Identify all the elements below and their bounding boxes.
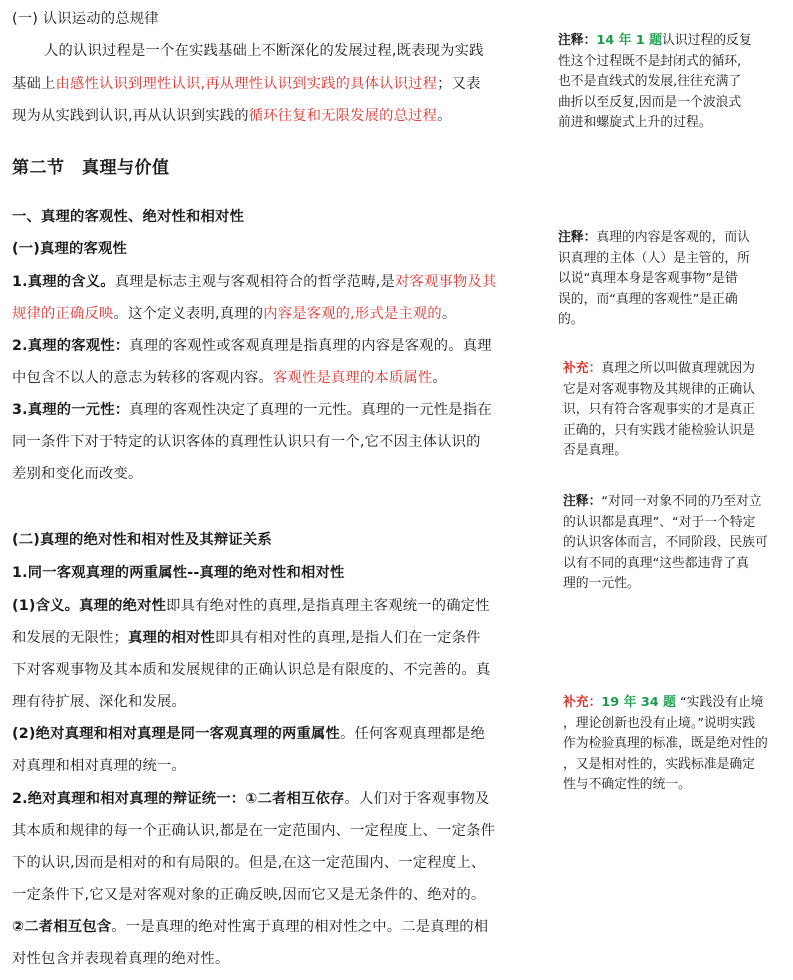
paragraph-line: 2.真理的客观性：真理的客观性或客观真理是指真理的内容是客观的。真理: [12, 338, 492, 354]
paragraph-line: 其本质和规律的每一个正确认识,都是在一定范围内、一定程度上、一定条件: [12, 823, 496, 839]
paragraph-line: 3.真理的一元性：真理的客观性决定了真理的一元性。真理的一元性是指在: [12, 402, 492, 418]
subsection-title: (一)真理的客观性: [12, 241, 127, 257]
item-title: 1.同一客观真理的两重属性--真理的绝对性和相对性: [12, 565, 345, 581]
paragraph-line: 差别和变化而改变。: [12, 466, 143, 482]
highlight-text: 循环往复和无限发展的总过程: [248, 108, 438, 124]
paragraph-line: (1)含义。真理的绝对性即具有绝对性的真理,是指真理主客观统一的确定性: [12, 598, 490, 614]
paragraph-line: 对真理和相对真理的统一。: [12, 758, 186, 774]
paragraph-line: 人的认识过程是一个在实践基础上不断深化的发展过程,既表现为实践: [44, 43, 484, 59]
side-supplement-2: 补充：19 年 34 题 “实践没有止境 ，理论创新也没有止境。”说明实践 作为检验真理的标准，既是绝对性的 ，又是相对性的，实践标准是确定 性与不确定性的统一。: [563, 695, 768, 792]
side-note-2: 注释：真理的内容是客观的，而认 识真理的主体（人）是主管的，所 以说“真理本身是客观事物”是错 误的，而“真理的客观性”是正确 的。: [558, 230, 750, 327]
paragraph-line: 下对客观事物及其本质和发展规律的正确认识总是有限度的、不完善的。真: [12, 662, 491, 678]
paragraph-line: ②二者相互包含。一是真理的绝对性寓于真理的相对性之中。二是真理的相: [12, 919, 489, 935]
paragraph-line: 2.绝对真理和相对真理的辩证统一：①二者相互依存。人们对于客观事物及: [12, 791, 490, 807]
paragraph-line: 基础上由感性认识到理性认识,再从理性认识到实践的具体认识过程；又表: [12, 76, 481, 92]
paragraph-line: 现为从实践到认识,再从认识到实践的循环往复和无限发展的总过程。: [12, 108, 452, 124]
paragraph-line: 一定条件下,它又是对客观对象的正确反映,因而它又是无条件的、绝对的。: [12, 887, 486, 903]
paragraph-line: 理有待扩展、深化和发展。: [12, 694, 186, 710]
paragraph-line: 规律的正确反映。这个定义表明,真理的内容是客观的,形式是主观的。: [12, 306, 457, 322]
subsection-title: (二)真理的绝对性和相对性及其辩证关系: [12, 532, 272, 548]
highlight-text: 由感性认识到理性认识,再从理性认识到实践的具体认识过程: [55, 76, 438, 92]
part-title: 一、真理的客观性、绝对性和相对性: [12, 209, 244, 225]
side-supplement-1: 补充：真理之所以叫做真理就因为 它是对客观事物及其规律的正确认 识，只有符合客观事实的才是真正 正确的，只有实践才能检验认识是 否是真理。: [563, 361, 755, 458]
paragraph-line: (2)绝对真理和相对真理是同一客观真理的两重属性。任何客观真理都是绝: [12, 726, 486, 742]
paragraph-line: 1.真理的含义。真理是标志主观与客观相符合的哲学范畴,是对客观事物及其: [12, 274, 497, 290]
paragraph-line: 中包含不以人的意志为转移的客观内容。客观性是真理的本质属性。: [12, 370, 447, 386]
paragraph-line: 下的认识,因而是相对的和有局限的。但是,在这一定范围内、一定程度上、: [12, 855, 486, 871]
chapter-title: 第二节 真理与价值: [12, 158, 170, 178]
paragraph-line: 和发展的无限性；真理的相对性即具有相对性的真理,是指人们在一定条件: [12, 630, 481, 646]
side-note-3: 注释：“对同一对象不同的乃至对立 的认识都是真理”、“对于一个特定 的认识客体而言，不同阶段、民族可 以有不同的真理“这些都违背了真 理的一元性。: [563, 494, 768, 591]
paragraph-line: 对性包含并表现着真理的绝对性。: [12, 951, 230, 967]
side-note-1: 注释：14 年 1 题认识过程的反复 性这个过程既不是封闭式的循环, 也不是直线式的发展,往往充满了 曲折以至反复,因而是一个波浪式 前进和螺旋式上升的过程。: [558, 33, 752, 130]
paragraph-line: 同一条件下对于特定的认识客体的真理性认识只有一个,它不因主体认识的: [12, 434, 481, 450]
section-heading: (一) 认识运动的总规律: [12, 11, 159, 27]
